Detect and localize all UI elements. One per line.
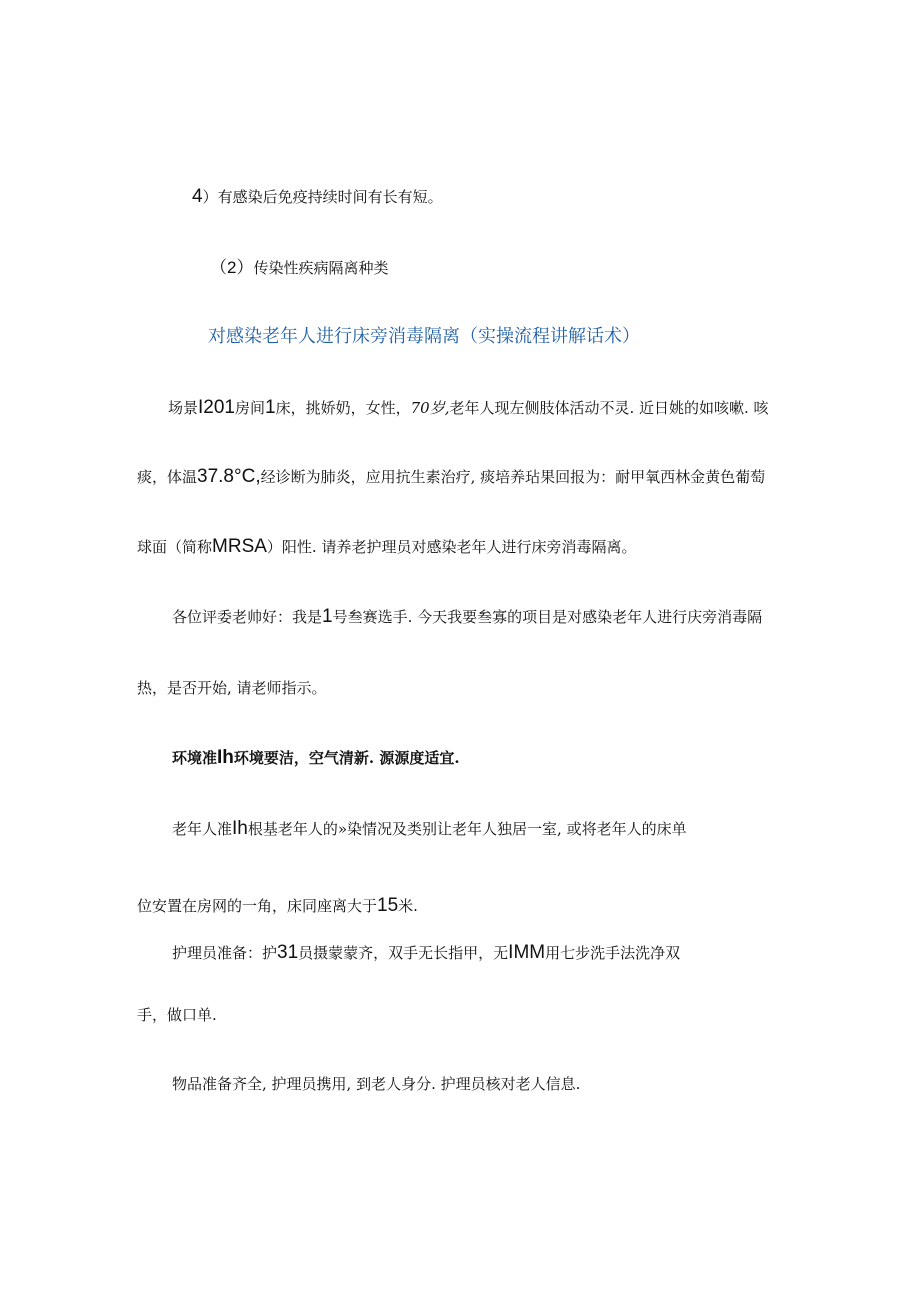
items-prep-line <box>172 1074 580 1094</box>
item-text: ）有感染后免疫持续时间有长有短。 <box>202 188 443 206</box>
text-run: Ih <box>217 747 234 768</box>
text-run: 护理员准备：护 <box>172 944 278 962</box>
item-text: 传染性疾病隔离种类 <box>253 259 389 277</box>
text-run: 号叁赛选手. 今天我要叁寡的项目是对感染老年人进行庆旁消毒隔 <box>332 608 763 626</box>
text-run: Ih <box>232 818 248 839</box>
text-run: 位安置在房网的一角，床同座离大于 <box>137 897 378 915</box>
text-run: 各位评委老帅好：我是 <box>172 608 323 626</box>
text-run: 痰，体温 <box>137 468 198 486</box>
text-run: 场景 <box>168 399 199 417</box>
text-run: 老年人准 <box>172 820 233 838</box>
text-run: 31 <box>277 942 299 963</box>
list-item-4 <box>192 187 443 207</box>
bed-number: 1 <box>265 397 276 418</box>
scenario-line-2 <box>137 467 765 487</box>
greeting-line-1 <box>172 607 762 627</box>
text-run: 用七步洗手法洗净双 <box>545 944 681 962</box>
section-heading: 对感染老年人进行床旁消毒隔离（实操流程讲解话术） <box>208 326 640 347</box>
text-run: IMM <box>508 942 546 963</box>
text-run: 球面（简称 <box>137 538 213 556</box>
text-run: 物品准备齐全, 护理员携用, 到老人身分. 护理员核对老人信息. <box>172 1075 581 1093</box>
text-run: 环境要洁，空气清新. 源源度适宜. <box>233 749 460 767</box>
scenario-line-1 <box>168 398 769 418</box>
text-run: 老年人现左侧肢体活动不灵. 近日姚的如咳嗽. 咳 <box>449 399 769 417</box>
text-run: 环境准 <box>172 749 218 767</box>
text-run: 床，挑娇奶，女性， <box>275 399 411 417</box>
greeting-line-2 <box>137 678 327 698</box>
distance-value: 15 <box>377 895 399 916</box>
item-number: 4 <box>192 186 203 207</box>
caregiver-prep-line-1 <box>172 943 680 963</box>
text-run: 房间 <box>235 399 266 417</box>
item-number: （2） <box>210 258 254 277</box>
text-run: 经诊断为肺炎，应用抗生素治疗, 痰培养玷果回报为：耐甲氧西林金黄色葡萄 <box>260 468 766 486</box>
text-run: 热，是否开始, 请老师指示。 <box>137 679 327 697</box>
room-number: I201 <box>198 397 235 418</box>
env-prep-line <box>172 748 460 768</box>
text-run: 员摄蒙蒙齐，双手无长指甲，无 <box>298 944 509 962</box>
text-run: ）阳性. 请养老护理员对感染老年人进行床旁消毒隔离。 <box>266 538 637 556</box>
elder-prep-line-1 <box>172 819 687 839</box>
age: 70岁, <box>410 399 450 417</box>
section-item-2 <box>210 258 388 278</box>
temperature: 37.8°C, <box>197 466 261 487</box>
text-run: 米. <box>398 897 418 915</box>
elder-prep-line-2 <box>137 896 418 916</box>
text-run: 手，做口单. <box>137 1006 217 1024</box>
caregiver-prep-line-2 <box>137 1005 217 1025</box>
text-run: 根基老年人的»染情况及类别让老年人独居一室, 或将老年人的床单 <box>247 820 687 838</box>
contestant-number: 1 <box>322 606 333 627</box>
scenario-line-3 <box>137 537 636 557</box>
mrsa-abbrev: MRSA <box>212 536 267 557</box>
